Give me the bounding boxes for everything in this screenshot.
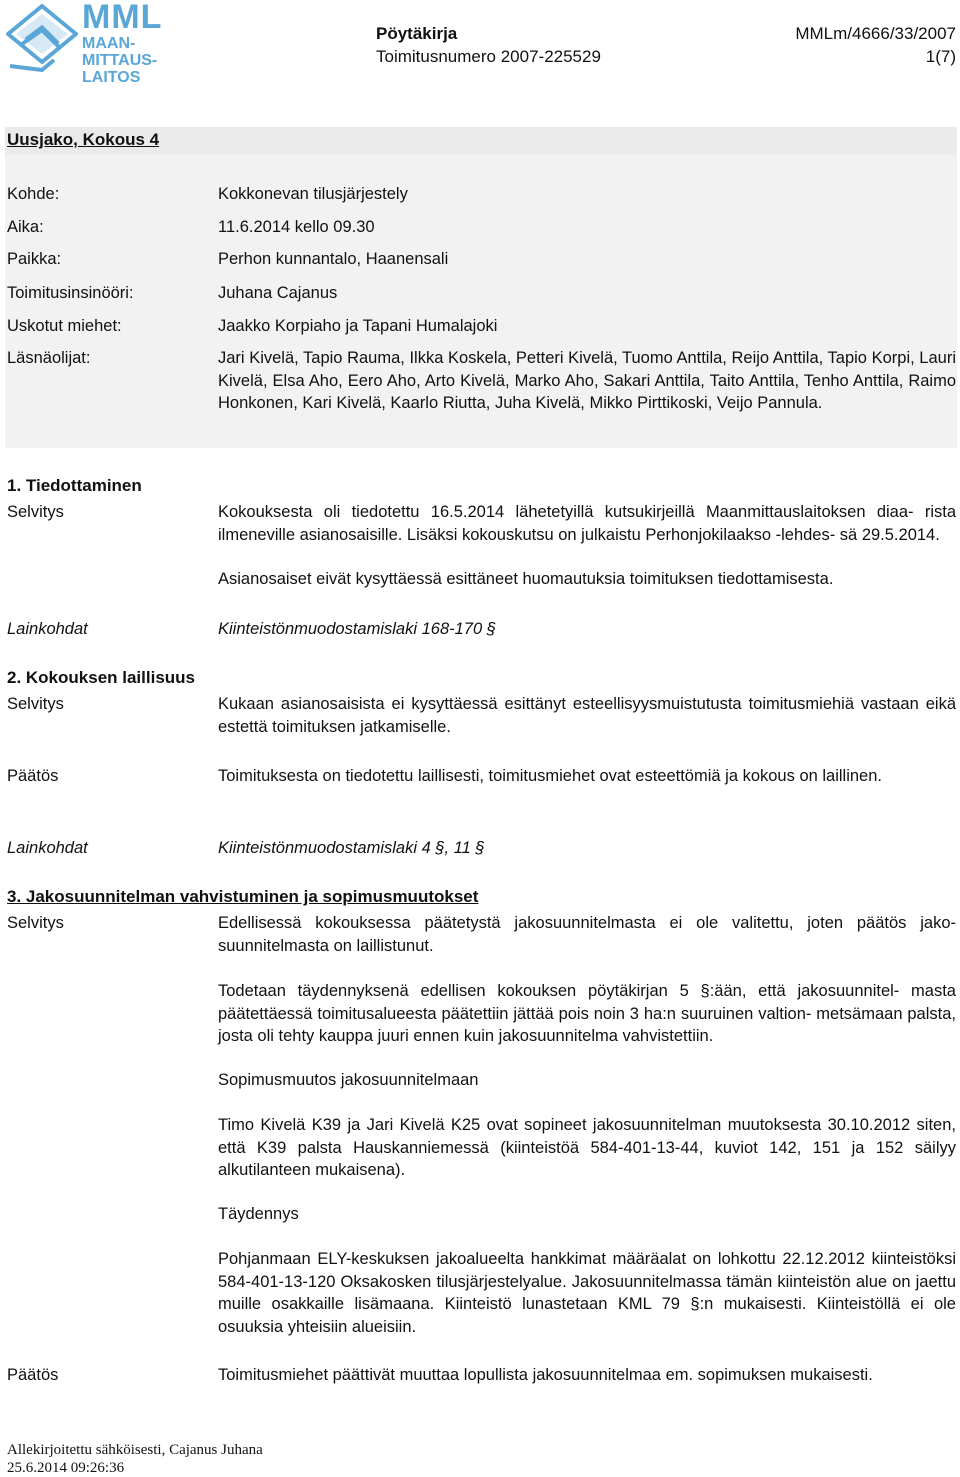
- paatos-label: Päätös: [7, 1366, 59, 1384]
- logo-line-4: LAITOS: [82, 69, 141, 86]
- selvitys-text: Kukaan asianosaisista ei kysyttäessä esittänyt esteellisyysmuistutusta toimitusmiehiä vastaan eikä estettä toimituksen jatkamiselle.: [218, 695, 956, 736]
- subheading: Täydennys: [218, 1205, 299, 1223]
- info-value: Juhana Cajanus: [218, 284, 338, 302]
- info-label: Läsnäolijat:: [7, 349, 91, 367]
- section-heading: 2. Kokouksen laillisuus: [7, 668, 196, 687]
- selvitys-paragraph: Todetaan täydennyksenä edellisen kokouksen pöytäkirjan 5 §:ään, että jakosuunnitel- masta päätettäessä toimitusalueesta päätettiin jättää pois noin 3 ha:n suuruinen valtion- metsämaan palsta, josta oli tehty kauppa juuri ennen kuin jakosuunnitelma vahvistettiin.: [218, 982, 956, 1045]
- lainkohdat-label: Lainkohdat: [7, 620, 88, 638]
- selvitys-text: Kokouksesta oli tiedotettu 16.5.2014 lähetetyillä kutsukirjeillä Maanmittauslaitoksen diaa- rista ilmeneville asianosaisille. Lisäksi kokouskutsu on julkaistu Perhonjokilaakso -lehdes- sä 29.5.2014.: [218, 503, 956, 544]
- mml-logo: [2, 0, 174, 92]
- selvitys-paragraph: Pohjanmaan ELY-keskuksen jakoalueelta hankkimat määräalat on lohkottu 22.12.2012 kiinteistöksi 584-401-13-120 Oksakosken tilusjärjestelyalue. Jakosuunnitelmassa tämän kiinteistön alue on jaettu muille osakkaille lisämaana. Kiinteistö lunastetaan KML 79 §:n mukaisesti. Kiinteistöllä ei ole osuuksia yhteisiin alueisiin.: [218, 1250, 956, 1336]
- info-value: Perhon kunnantalo, Haanensali: [218, 250, 449, 268]
- lainkohdat-text: Kiinteistönmuodostamislaki 4 §, 11 §: [218, 839, 485, 857]
- paatos-text: Toimituksesta on tiedotettu laillisesti, toimitusmiehet ovat esteettömiä ja kokous on laillinen.: [218, 767, 882, 785]
- lainkohdat-text: Kiinteistönmuodostamislaki 168-170 §: [218, 620, 496, 638]
- info-value: Jaakko Korpiaho ja Tapani Humalajoki: [218, 317, 498, 335]
- signature-footer: [7, 1441, 263, 1477]
- selvitys-paragraph: Edellisessä kokouksessa päätetystä jakosuunnitelmasta ei ole valitettu, joten päätös jako- suunnitelmasta on laillistunut.: [218, 914, 956, 955]
- section-heading: 1. Tiedottaminen: [7, 476, 142, 495]
- logo-line-2: MAAN-: [82, 35, 136, 52]
- selvitys-label: Selvitys: [7, 503, 64, 521]
- attendees-list: Jari Kivelä, Tapio Rauma, Ilkka Koskela, Petteri Kivelä, Tuomo Anttila, Reijo Anttila, Tapio Korpi, Lauri Kivelä, Elsa Aho, Eero Aho, Arto Kivelä, Marko Aho, Sakari Anttila, Taito Anttila, Tenho Anttila, Raimo Honkonen, Kari Kivelä, Kaarlo Riutta, Juha Kivelä, Mikko Pirttikoski, Veijo Pannula.: [218, 349, 956, 412]
- lainkohdat-label: Lainkohdat: [7, 839, 88, 857]
- paatos-text: Toimitusmiehet päättivät muuttaa lopullista jakosuunnitelmaa em. sopimuksen mukaisesti.: [218, 1366, 873, 1384]
- info-label: Kohde:: [7, 185, 60, 203]
- info-label: Aika:: [7, 218, 44, 236]
- selvitys-text: Asianosaiset eivät kysyttäessä esittäneet huomautuksia toimituksen tiedottamisesta.: [218, 570, 834, 588]
- info-value: Kokkonevan tilusjärjestely: [218, 185, 408, 203]
- info-label: Uskotut miehet:: [7, 317, 122, 335]
- document-type: Pöytäkirja: [376, 24, 458, 43]
- signature-text: Allekirjoitettu sähköisesti, Cajanus Juhana: [7, 1442, 263, 1458]
- logo-line-3: MITTAUS-: [82, 52, 158, 69]
- paatos-label: Päätös: [7, 767, 59, 785]
- reference-number: MMLm/4666/33/2007: [795, 24, 956, 43]
- page-number: 1(7): [925, 47, 956, 66]
- signature-timestamp: 25.6.2014 09:26:36: [7, 1460, 125, 1476]
- subheading: Sopimusmuutos jakosuunnitelmaan: [218, 1071, 479, 1089]
- info-label: Toimitusinsinööri:: [7, 284, 134, 302]
- selvitys-paragraph: Timo Kivelä K39 ja Jari Kivelä K25 ovat sopineet jakosuunnitelman muutoksesta 30.10.2012 siten, että K39 palsta Hauskanniemessä (kiinteistöä 584-401-13-44, kuviot 142, 151 ja 152 säilyy alkutilanteen mukaisena).: [218, 1116, 956, 1179]
- selvitys-label: Selvitys: [7, 695, 64, 713]
- info-value: 11.6.2014 kello 09.30: [218, 218, 375, 236]
- section-heading: 3. Jakosuunnitelman vahvistuminen ja sopimusmuutokset: [7, 887, 479, 906]
- procedure-number: Toimitusnumero 2007-225529: [376, 47, 601, 66]
- selvitys-label: Selvitys: [7, 914, 64, 932]
- logo-main-text: MML: [82, 0, 163, 36]
- info-label: Paikka:: [7, 250, 62, 268]
- document-title: Uusjako, Kokous 4: [7, 130, 160, 149]
